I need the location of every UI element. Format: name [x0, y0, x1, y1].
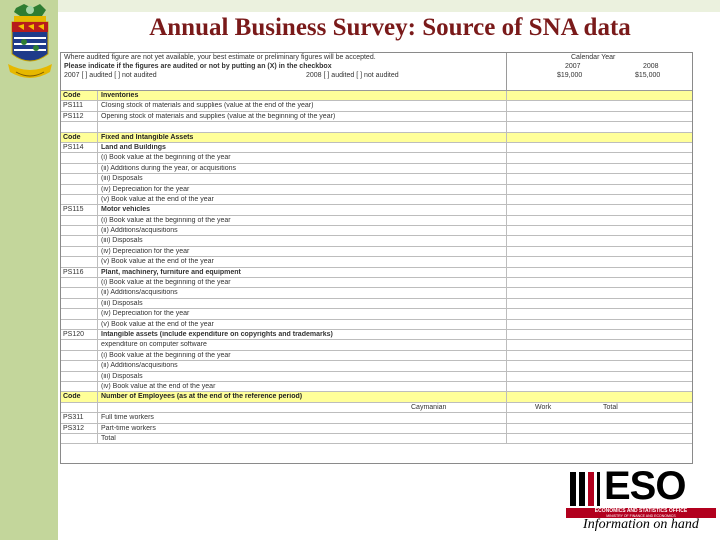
value-2007: $19,000	[557, 72, 583, 79]
row-description: Opening stock of materials and supplies (value at the beginning of the year)	[101, 112, 336, 120]
row-description: Total	[101, 434, 116, 442]
row-description: (i) Book value at the beginning of the year	[101, 279, 231, 287]
row-description: (ii) Additions/acquisitions	[101, 227, 178, 235]
row-description: (iii) Disposals	[101, 372, 143, 380]
table-row	[61, 164, 692, 174]
row-description: (ii) Additions/acquisitions	[101, 289, 178, 297]
row-code: PS112	[63, 112, 84, 120]
eso-logo	[566, 466, 716, 536]
row-description: Number of Employees (as at the end of the reference period)	[101, 393, 303, 401]
table-row	[61, 112, 692, 122]
form-intro	[61, 53, 692, 91]
table-row	[61, 185, 692, 195]
section-header-row	[61, 91, 692, 101]
table-row	[61, 424, 692, 434]
table-row	[61, 143, 692, 153]
row-description: (i) Book value at the beginning of the year	[101, 216, 231, 224]
table-row	[61, 413, 692, 423]
logo-tagline: Information on hand	[583, 517, 699, 532]
row-description: (ii) Additions during the year, or acquisitions	[101, 164, 237, 172]
row-description: (v) Book value at the end of the year	[101, 258, 214, 266]
row-code: PS111	[63, 102, 83, 110]
section-header-row	[61, 133, 692, 143]
table-row	[61, 382, 692, 392]
table-row	[61, 372, 692, 382]
survey-form	[60, 52, 693, 464]
logo-acronym: ESO	[604, 464, 686, 508]
row-description: Inventories	[101, 92, 139, 99]
row-code: PS312	[63, 424, 85, 432]
row-description: Full time workers	[101, 414, 154, 422]
year-2008: 2008	[643, 63, 659, 70]
row-code: Code	[63, 92, 81, 99]
row-description: (iv) Depreciation for the year	[101, 247, 190, 255]
row-description: (v) Book value at the end of the year	[101, 320, 214, 328]
logo-band-line-1: ECONOMICS AND STATISTICS OFFICE	[566, 508, 716, 514]
row-code: PS116	[63, 268, 84, 276]
table-row	[61, 309, 692, 319]
row-code: PS120	[63, 330, 85, 338]
top-strip	[58, 0, 720, 12]
table-row	[61, 101, 692, 111]
row-description: (ii) Additions/acquisitions	[101, 362, 178, 370]
table-row	[61, 226, 692, 236]
row-description: (iii) Disposals	[101, 237, 143, 245]
row-description: (i) Book value at the beginning of the year	[101, 351, 231, 359]
row-code: PS114	[63, 143, 84, 151]
value-2008: $15,000	[635, 72, 661, 79]
calendar-year-label: Calendar Year	[571, 54, 616, 61]
calendar-year-box	[506, 53, 692, 91]
row-description: Land and Buildings	[101, 143, 166, 151]
row-description: Fixed and Intangible Assets	[101, 133, 194, 141]
row-description: (iv) Depreciation for the year	[101, 185, 190, 193]
table-row	[61, 268, 692, 278]
intro-line-1: Where audited figure are not yet available, your best estimate or preliminary figures will be accepted.	[64, 54, 376, 61]
intro-line-3b: 2008 [ ] audited [ ] not audited	[306, 72, 399, 79]
intro-line-2: Please indicate if the figures are audited or not by putting an (X) in the checkbox	[64, 63, 332, 70]
row-code: Code	[63, 133, 81, 141]
table-row	[61, 247, 692, 257]
row-description: (iii) Disposals	[101, 299, 143, 307]
row-description: (i) Book value at the beginning of the year	[101, 154, 231, 162]
column-heading: Work	[535, 403, 552, 411]
row-description: (iv) Depreciation for the year	[101, 310, 190, 318]
table-row	[61, 288, 692, 298]
form-rows	[61, 91, 692, 444]
row-description: Plant, machinery, furniture and equipment	[101, 268, 241, 276]
table-row	[61, 195, 692, 205]
table-row	[61, 351, 692, 361]
row-code: PS311	[63, 414, 84, 422]
table-row	[61, 278, 692, 288]
section-header-row	[61, 392, 692, 402]
row-code: Code	[63, 393, 81, 401]
year-2007: 2007	[565, 63, 581, 70]
table-row	[61, 153, 692, 163]
row-description: expenditure on computer software	[101, 341, 207, 349]
row-description: Part-time workers	[101, 424, 156, 432]
row-description: (v) Book value at the end of the year	[101, 195, 214, 203]
logo-band-line-2: MINISTRY OF FINANCE AND ECONOMICS	[566, 514, 716, 518]
table-row	[61, 361, 692, 371]
row-description: (iii) Disposals	[101, 175, 143, 183]
table-row	[61, 330, 692, 340]
column-heading: Total	[603, 403, 618, 411]
table-row	[61, 434, 692, 444]
row-description: (iv) Book value at the end of the year	[101, 382, 216, 390]
coat-of-arms-icon	[2, 2, 56, 94]
row-description: Intangible assets (include expenditure on copyrights and trademarks)	[101, 330, 333, 338]
table-row	[61, 236, 692, 246]
slide-title: Annual Business Survey: Source of SNA data	[149, 14, 631, 41]
table-row	[61, 174, 692, 184]
table-row	[61, 403, 692, 413]
table-row	[61, 299, 692, 309]
table-row	[61, 216, 692, 226]
table-row	[61, 205, 692, 215]
row-description: Motor vehicles	[101, 206, 151, 214]
column-heading: Caymanian	[411, 403, 447, 411]
table-row	[61, 340, 692, 350]
table-row	[61, 257, 692, 267]
row-description: Closing stock of materials and supplies (value at the end of the year)	[101, 102, 314, 110]
table-row	[61, 320, 692, 330]
table-row	[61, 122, 692, 132]
row-code: PS115	[63, 206, 84, 214]
intro-line-3: 2007 [ ] audited [ ] not audited	[64, 72, 157, 79]
